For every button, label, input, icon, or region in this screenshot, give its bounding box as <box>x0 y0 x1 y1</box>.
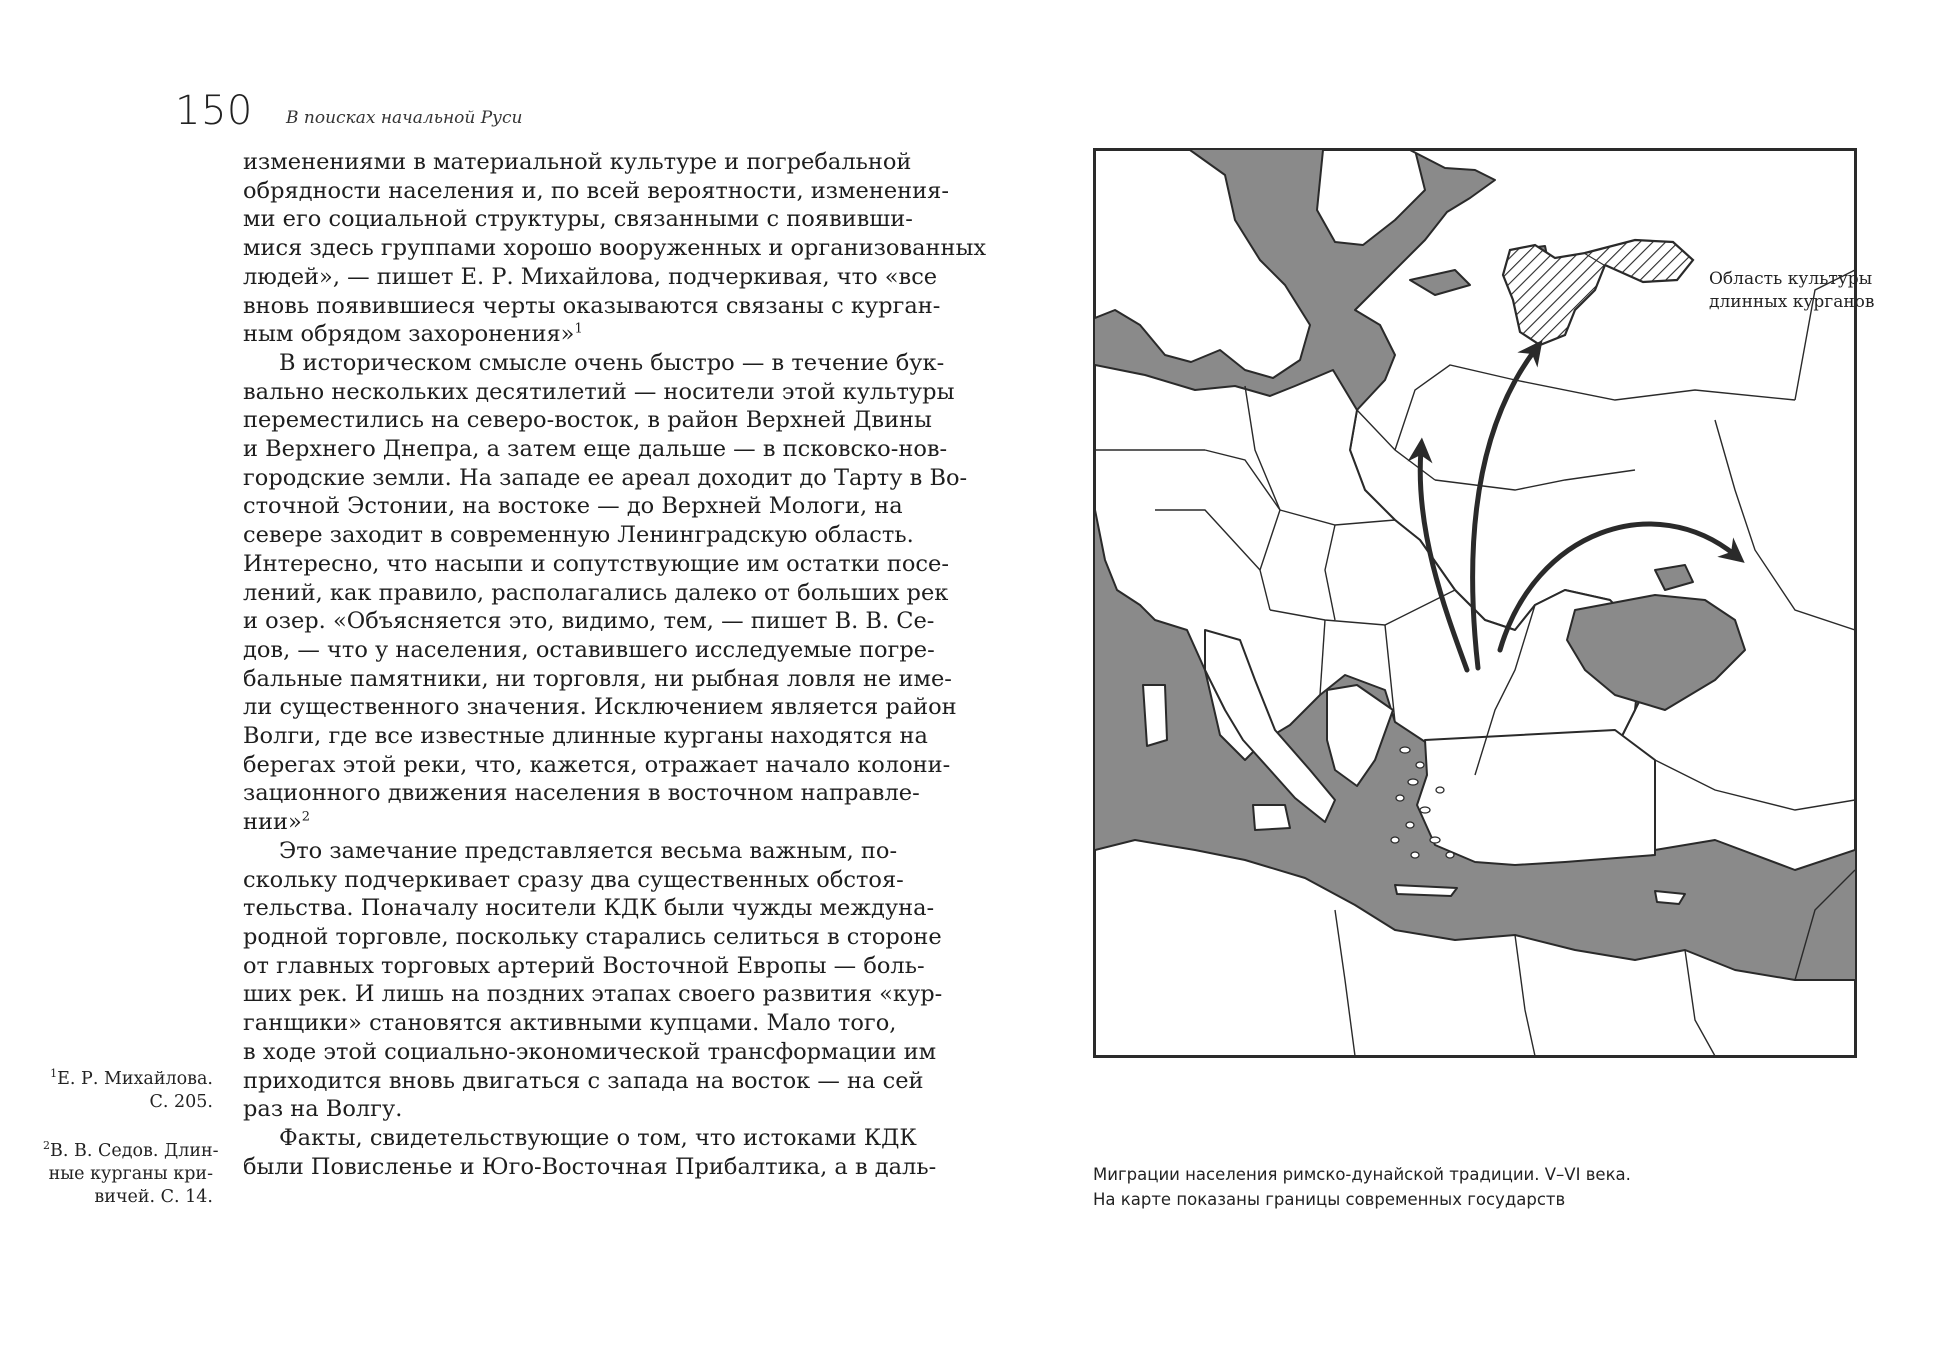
text-line: Факты, свидетельствующие о том, что истоками КДК <box>279 1124 917 1151</box>
text-line: сточной Эстонии, на востоке — до Верхней Мологи, на <box>243 493 903 520</box>
text-line: обрядности населения и, по всей вероятности, изменения- <box>243 177 949 204</box>
footnote-line: вичей. С. 14. <box>94 1187 213 1207</box>
paragraph-3 <box>243 837 943 1124</box>
footnote-ref-2[interactable]: 2 <box>301 809 311 825</box>
text-line: были Повисленье и Юго-Восточная Прибалтика, а в даль- <box>243 1153 937 1180</box>
sardinia <box>1143 685 1167 746</box>
paragraph-1 <box>243 148 987 349</box>
text-line: Интересно, что насыпи и сопутствующие им остатки посе- <box>243 550 949 577</box>
text-line: ным обрядом захоронения»$^1$ <box>243 321 583 348</box>
island <box>1436 787 1444 793</box>
footnote-line: $^1$Е. Р. Михайлова. <box>50 1067 213 1089</box>
footnote-2 <box>43 1139 219 1209</box>
map-caption <box>1093 1162 1853 1212</box>
text-line: переместились на северо-восток, в район Верхней Двины <box>243 407 932 434</box>
text-line: людей», — пишет Е. Р. Михайлова, подчеркивая, что «все <box>243 263 938 290</box>
legend-line: Область культуры <box>1709 269 1873 289</box>
footnote-1 <box>43 1068 213 1114</box>
text-line: берегах этой реки, что, кажется, отражает начало колони- <box>243 751 951 778</box>
text-line: нии»$^2$ <box>243 809 311 836</box>
island <box>1411 852 1419 858</box>
island <box>1408 779 1418 785</box>
anatolia <box>1417 730 1655 865</box>
text-line: В историческом смысле очень быстро — в течение бук- <box>279 349 945 376</box>
text-line: ли существенного значения. Исключением является район <box>243 694 957 721</box>
text-line: бальные памятники, ни торговля, ни рыбная ловля не име- <box>243 665 952 692</box>
page-number: 150 <box>175 88 253 134</box>
text-line: дов, — что у населения, оставившего исследуемые погре- <box>243 636 935 663</box>
text-line: Это замечание представляется весьма важным, по- <box>279 837 898 864</box>
legend-line: длинных курганов <box>1709 292 1875 312</box>
caption-line: На карте показаны границы современных государств <box>1093 1190 1566 1209</box>
island <box>1446 852 1454 858</box>
text-line: раз на Волгу. <box>243 1096 403 1123</box>
text-line: зационного движения населения в восточном направле- <box>243 780 920 807</box>
text-line: скольку подчеркивает сразу два существенных обстоя- <box>243 866 904 893</box>
main-text <box>243 148 987 1181</box>
text-line: от главных торговых артерий Восточной Европы — боль- <box>243 952 925 979</box>
island <box>1400 747 1410 753</box>
island <box>1406 822 1414 828</box>
map-legend <box>1709 268 1879 314</box>
island <box>1391 837 1399 843</box>
text-line: мися здесь группами хорошо вооруженных и организованных <box>243 235 987 262</box>
paragraph-2 <box>243 349 968 837</box>
footnote-line: С. 205. <box>149 1092 213 1112</box>
cyprus <box>1655 891 1685 904</box>
footnote-line: $^2$В. В. Седов. Длин- <box>43 1139 219 1161</box>
island <box>1396 795 1404 801</box>
crete <box>1395 885 1457 896</box>
footnote-line: ные курганы кри- <box>48 1164 213 1184</box>
text-line: приходится вновь двигаться с запада на восток — на сей <box>243 1067 924 1094</box>
text-line: городские земли. На западе ее ареал доходит до Тарту в Во- <box>243 464 968 491</box>
footnote-mark: 2 <box>43 1139 50 1153</box>
text-line: вновь появившиеся черты оказываются связаны с курган- <box>243 292 941 319</box>
footnote-ref-1[interactable]: 1 <box>574 321 583 337</box>
text-line: и Верхнего Днепра, а затем еще дальше — в псковско-нов- <box>243 436 948 463</box>
caption-line: Миграции населения римско-дунайской традиции. V–VI века. <box>1093 1165 1631 1184</box>
island <box>1420 807 1430 813</box>
island <box>1416 762 1424 768</box>
text-line: родной торговле, поскольку старались селиться в стороне <box>243 923 942 950</box>
text-line: ганщики» становятся активными купцами. Мало того, <box>243 1010 897 1037</box>
text-line: и озер. «Объясняется это, видимо, тем, — пишет В. В. Се- <box>243 608 935 635</box>
text-line: Волги, где все известные длинные курганы находятся на <box>243 723 928 750</box>
text-line: в ходе этой социально-экономической трансформации им <box>243 1038 937 1065</box>
text-line: лений, как правило, располагались далеко от больших рек <box>243 579 949 606</box>
text-line: вально нескольких десятилетий — носители этой культуры <box>243 378 955 405</box>
running-title: В поисках начальной Руси <box>286 108 523 128</box>
sicily <box>1253 805 1290 830</box>
paragraph-4 <box>243 1124 937 1181</box>
text-line: ших рек. И лишь на поздних этапах своего развития «кур- <box>243 981 943 1008</box>
footnote-mark: 1 <box>50 1067 58 1081</box>
island <box>1430 837 1440 843</box>
text-line: изменениями в материальной культуре и погребальной <box>243 149 912 175</box>
text-line: севере заходит в современную Ленинградскую область. <box>243 522 914 549</box>
text-line: тельства. Поначалу носители КДК были чужды междуна- <box>243 895 935 922</box>
text-line: ми его социальной структуры, связанными с появивши- <box>243 206 913 233</box>
